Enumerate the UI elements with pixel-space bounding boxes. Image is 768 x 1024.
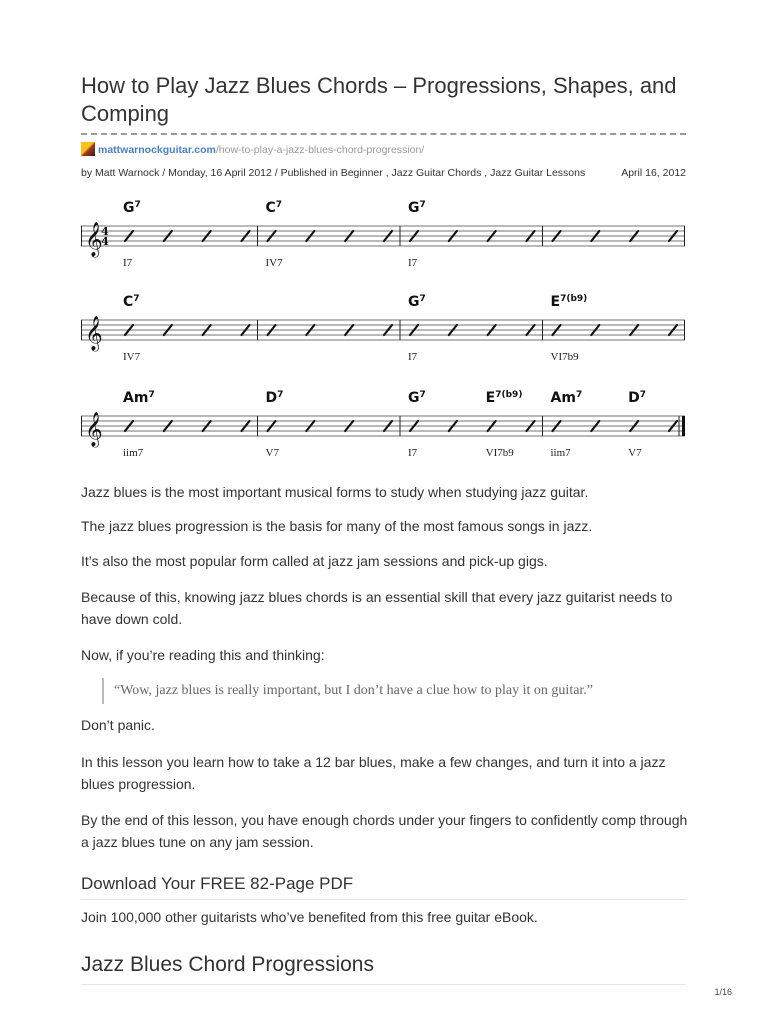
source-domain-link[interactable]: mattwarnockguitar.com — [98, 144, 216, 156]
roman-numeral: V7 — [628, 447, 642, 459]
download-text: Join 100,000 other guitarists who’ve benefited from this free guitar eBook. — [81, 909, 538, 925]
chord-symbol: $E^{7(b9)}$ — [550, 294, 588, 310]
byline-text: by Matt Warnock / Monday, 16 April 2012 / Published in Beginner , Jazz Guitar Chords , Jazz Guitar Lessons — [81, 167, 586, 179]
staff-svg — [81, 386, 685, 468]
title-divider — [81, 133, 686, 135]
chord-symbol: $D^7$ — [628, 390, 647, 406]
treble-clef: 𝄞 — [85, 316, 103, 351]
chord-symbol: $G^7$ — [408, 200, 426, 216]
paragraph-3: It’s also the most popular form called at jazz jam sessions and pick-up gigs. — [81, 553, 548, 569]
roman-numeral: I7 — [408, 257, 418, 269]
chord-chart-row-3 — [81, 386, 685, 468]
roman-numeral: I7 — [408, 447, 418, 459]
download-heading: Download Your FREE 82-Page PDF — [81, 874, 354, 893]
roman-numeral: VI7b9 — [550, 351, 579, 363]
chord-chart-row-1 — [81, 196, 685, 278]
page-number: 1/16 — [714, 987, 732, 997]
paragraph-4: Because of this, knowing jazz blues chords is an essential skill that every jazz guitarist needs to have down cold. — [81, 589, 673, 627]
staff-svg — [81, 196, 685, 278]
roman-numeral: V7 — [265, 447, 279, 459]
staff-svg — [81, 290, 685, 372]
roman-numeral: iim7 — [123, 447, 144, 459]
section-heading: Jazz Blues Chord Progressions — [81, 953, 374, 976]
section-divider — [81, 984, 686, 985]
roman-numeral: I7 — [123, 257, 133, 269]
chord-symbol: $C^7$ — [265, 200, 283, 216]
chord-symbol: $C^7$ — [123, 294, 140, 310]
paragraph-1: Jazz blues is the most important musical forms to study when studying jazz guitar. — [81, 484, 589, 500]
treble-clef: 𝄞 — [85, 222, 103, 257]
paragraph-2: The jazz blues progression is the basis for many of the most famous songs in jazz. — [81, 518, 593, 534]
chord-symbol: $D^7$ — [265, 390, 284, 406]
time-signature-top: 4 — [101, 225, 109, 238]
chord-symbol: Am$^7$ — [123, 390, 155, 406]
chord-symbol: $G^7$ — [408, 390, 426, 406]
blockquote: “Wow, jazz blues is really important, but I don’t have a clue how to play it on guitar.” — [102, 678, 674, 704]
download-divider — [81, 899, 686, 900]
chord-symbol: $G^7$ — [123, 200, 141, 216]
roman-numeral: iim7 — [550, 447, 571, 459]
roman-numeral: I7 — [408, 351, 418, 363]
paragraph-6: Don’t panic. — [81, 717, 155, 733]
paragraph-7: In this lesson you learn how to take a 12 bar blues, make a few changes, and turn it into a jazz blues progression. — [81, 754, 666, 792]
final-barline-thick — [682, 416, 685, 436]
publish-date: April 16, 2012 — [621, 167, 686, 179]
paragraph-5: Now, if you’re reading this and thinking: — [81, 647, 325, 663]
source-path: /how-to-play-a-jazz-blues-chord-progression/ — [215, 144, 425, 156]
chord-symbol: $E^{7(b9)}$ — [485, 390, 523, 406]
treble-clef: 𝄞 — [85, 412, 103, 447]
chord-symbol: Am$^7$ — [550, 390, 583, 406]
byline — [81, 166, 686, 180]
time-signature-bottom: 4 — [101, 235, 109, 248]
article-title: How to Play Jazz Blues Chords – Progressions, Shapes, and Comping — [81, 73, 677, 126]
chord-symbol: $G^7$ — [408, 294, 426, 310]
site-favicon-icon — [81, 142, 95, 156]
roman-numeral: VI7b9 — [485, 447, 514, 459]
chord-chart-row-2 — [81, 290, 685, 372]
paragraph-8: By the end of this lesson, you have enough chords under your fingers to confidently comp through a jazz blues tune on any jam session. — [81, 812, 688, 850]
roman-numeral: IV7 — [123, 351, 141, 363]
source-line — [81, 141, 424, 159]
roman-numeral: IV7 — [265, 257, 283, 269]
